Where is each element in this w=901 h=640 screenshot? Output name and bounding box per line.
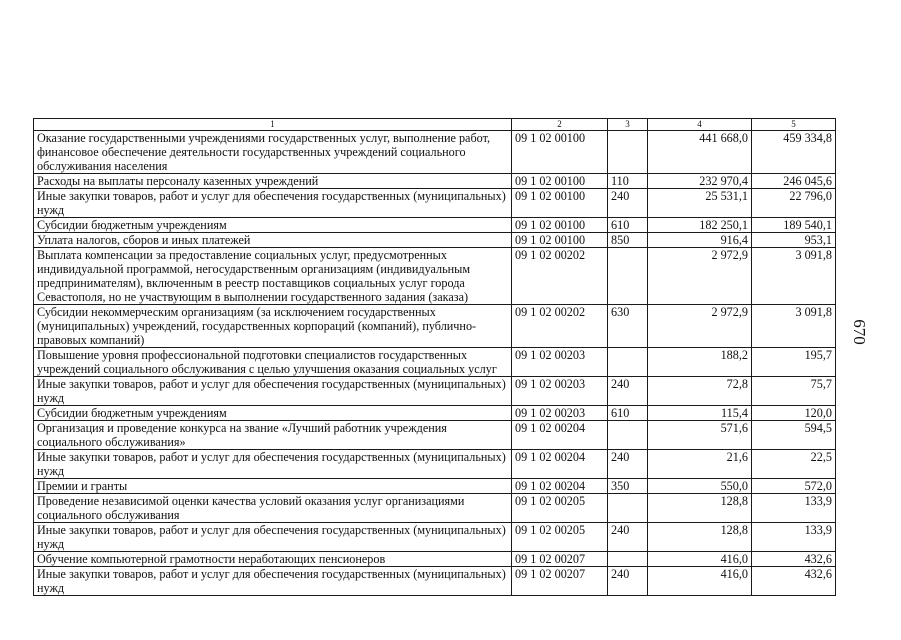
row-name-cell: Иные закупки товаров, работ и услуг для обеспечения государственных (муниципальных) нужд (34, 189, 512, 218)
row-name-cell: Расходы на выплаты персоналу казенных учреждений (34, 174, 512, 189)
row-value-year2-cell: 953,1 (752, 233, 836, 248)
row-value-year1-cell: 115,4 (648, 406, 752, 421)
row-name-cell: Организация и проведение конкурса на звание «Лучший работник учреждения социального обслуживания» (34, 421, 512, 450)
row-expense-type-cell (608, 348, 648, 377)
row-value-year2-cell: 22,5 (752, 450, 836, 479)
row-expense-type-cell: 240 (608, 567, 648, 596)
row-expense-type-cell (608, 494, 648, 523)
row-expense-type-cell: 240 (608, 450, 648, 479)
table-row (34, 189, 836, 218)
table-row (34, 248, 836, 305)
table-row (34, 450, 836, 479)
header-cell: 4 (648, 119, 752, 131)
row-value-year1-cell: 2 972,9 (648, 248, 752, 305)
row-value-year2-cell: 572,0 (752, 479, 836, 494)
header-cell: 1 (34, 119, 512, 131)
row-value-year1-cell: 916,4 (648, 233, 752, 248)
row-code-cell: 09 1 02 00202 (512, 248, 608, 305)
row-value-year2-cell: 133,9 (752, 523, 836, 552)
row-value-year1-cell: 2 972,9 (648, 305, 752, 348)
row-value-year1-cell: 416,0 (648, 567, 752, 596)
row-expense-type-cell: 610 (608, 406, 648, 421)
row-value-year1-cell: 128,8 (648, 523, 752, 552)
row-expense-type-cell: 610 (608, 218, 648, 233)
row-value-year1-cell: 182 250,1 (648, 218, 752, 233)
table-row (34, 406, 836, 421)
table-row (34, 131, 836, 174)
row-value-year1-cell: 441 668,0 (648, 131, 752, 174)
row-code-cell: 09 1 02 00205 (512, 494, 608, 523)
budget-table (33, 118, 836, 596)
row-expense-type-cell: 630 (608, 305, 648, 348)
page-number: 670 (849, 319, 869, 345)
row-name-cell: Проведение независимой оценки качества условий оказания услуг организациями социального обслуживания (34, 494, 512, 523)
row-name-cell: Выплата компенсации за предоставление социальных услуг, предусмотренных индивидуальной программой, негосударственным организациям (индивидуальным предпринимателям), включенным в реестр поставщиков социальных услуг города Севастополя, но не участвующим в выполнении государственного задания (заказа) (34, 248, 512, 305)
row-value-year2-cell: 120,0 (752, 406, 836, 421)
row-name-cell: Повышение уровня профессиональной подготовки специалистов государственных учреждений социального обслуживания с целью улучшения оказания социальных услуг (34, 348, 512, 377)
row-expense-type-cell: 240 (608, 189, 648, 218)
table-row (34, 552, 836, 567)
row-value-year2-cell: 432,6 (752, 567, 836, 596)
row-expense-type-cell: 240 (608, 523, 648, 552)
row-name-cell: Иные закупки товаров, работ и услуг для обеспечения государственных (муниципальных) нужд (34, 377, 512, 406)
row-value-year2-cell: 432,6 (752, 552, 836, 567)
header-cell: 3 (608, 119, 648, 131)
row-code-cell: 09 1 02 00207 (512, 552, 608, 567)
row-value-year2-cell: 189 540,1 (752, 218, 836, 233)
row-code-cell: 09 1 02 00100 (512, 218, 608, 233)
row-name-cell: Иные закупки товаров, работ и услуг для обеспечения государственных (муниципальных) нужд (34, 450, 512, 479)
table-row (34, 421, 836, 450)
row-name-cell: Иные закупки товаров, работ и услуг для обеспечения государственных (муниципальных) нужд (34, 567, 512, 596)
row-value-year2-cell: 195,7 (752, 348, 836, 377)
row-code-cell: 09 1 02 00203 (512, 348, 608, 377)
table-row (34, 174, 836, 189)
row-code-cell: 09 1 02 00204 (512, 479, 608, 494)
row-name-cell: Субсидии некоммерческим организациям (за исключением государственных (муниципальных) учреждений, государственных корпораций (компаний), публично-правовых компаний) (34, 305, 512, 348)
row-value-year1-cell: 72,8 (648, 377, 752, 406)
row-code-cell: 09 1 02 00203 (512, 406, 608, 421)
row-value-year1-cell: 550,0 (648, 479, 752, 494)
row-value-year1-cell: 21,6 (648, 450, 752, 479)
row-name-cell: Субсидии бюджетным учреждениям (34, 218, 512, 233)
row-expense-type-cell: 850 (608, 233, 648, 248)
table-row (34, 377, 836, 406)
row-code-cell: 09 1 02 00204 (512, 421, 608, 450)
row-name-cell: Премии и гранты (34, 479, 512, 494)
row-name-cell: Обучение компьютерной грамотности неработающих пенсионеров (34, 552, 512, 567)
row-expense-type-cell: 350 (608, 479, 648, 494)
row-value-year2-cell: 3 091,8 (752, 305, 836, 348)
table-row (34, 494, 836, 523)
row-value-year1-cell: 128,8 (648, 494, 752, 523)
row-value-year2-cell: 75,7 (752, 377, 836, 406)
row-code-cell: 09 1 02 00202 (512, 305, 608, 348)
row-expense-type-cell (608, 248, 648, 305)
table-row (34, 567, 836, 596)
row-name-cell: Уплата налогов, сборов и иных платежей (34, 233, 512, 248)
table-row (34, 218, 836, 233)
table-row (34, 348, 836, 377)
table-row (34, 233, 836, 248)
row-code-cell: 09 1 02 00204 (512, 450, 608, 479)
row-code-cell: 09 1 02 00100 (512, 131, 608, 174)
row-value-year2-cell: 133,9 (752, 494, 836, 523)
row-code-cell: 09 1 02 00203 (512, 377, 608, 406)
row-value-year1-cell: 188,2 (648, 348, 752, 377)
row-value-year2-cell: 459 334,8 (752, 131, 836, 174)
table-header-row (34, 119, 836, 131)
row-value-year2-cell: 246 045,6 (752, 174, 836, 189)
row-expense-type-cell (608, 421, 648, 450)
row-name-cell: Оказание государственными учреждениями государственных услуг, выполнение работ, финансовое обеспечение деятельности государственных учреждений социального обслуживания населения (34, 131, 512, 174)
row-value-year2-cell: 22 796,0 (752, 189, 836, 218)
row-value-year1-cell: 571,6 (648, 421, 752, 450)
row-name-cell: Субсидии бюджетным учреждениям (34, 406, 512, 421)
table-row (34, 523, 836, 552)
row-value-year2-cell: 3 091,8 (752, 248, 836, 305)
row-value-year1-cell: 416,0 (648, 552, 752, 567)
row-expense-type-cell (608, 131, 648, 174)
table-row (34, 479, 836, 494)
table-row (34, 305, 836, 348)
row-expense-type-cell (608, 552, 648, 567)
row-value-year1-cell: 232 970,4 (648, 174, 752, 189)
row-code-cell: 09 1 02 00207 (512, 567, 608, 596)
row-value-year1-cell: 25 531,1 (648, 189, 752, 218)
row-code-cell: 09 1 02 00100 (512, 174, 608, 189)
row-value-year2-cell: 594,5 (752, 421, 836, 450)
row-name-cell: Иные закупки товаров, работ и услуг для обеспечения государственных (муниципальных) нужд (34, 523, 512, 552)
row-code-cell: 09 1 02 00100 (512, 189, 608, 218)
row-expense-type-cell: 240 (608, 377, 648, 406)
row-code-cell: 09 1 02 00100 (512, 233, 608, 248)
row-code-cell: 09 1 02 00205 (512, 523, 608, 552)
header-cell: 5 (752, 119, 836, 131)
header-cell: 2 (512, 119, 608, 131)
row-expense-type-cell: 110 (608, 174, 648, 189)
